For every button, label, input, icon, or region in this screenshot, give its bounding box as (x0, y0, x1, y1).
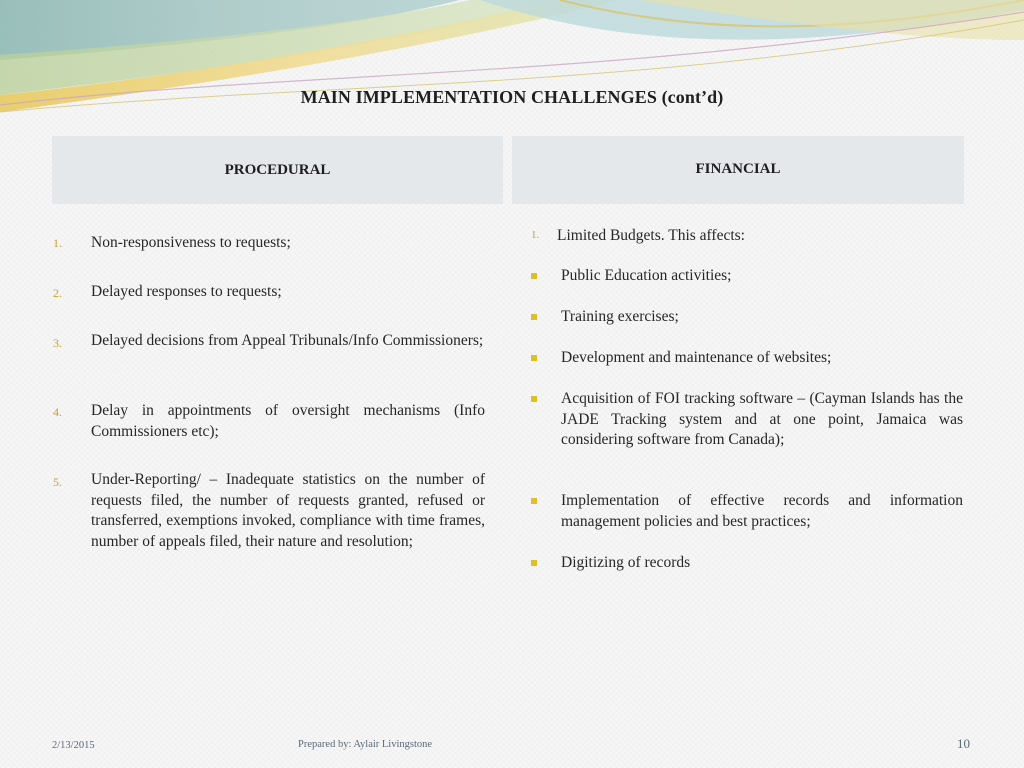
page-number: 10 (957, 736, 970, 751)
slide-title: MAIN IMPLEMENTATION CHALLENGES (cont’d) (300, 87, 724, 107)
footer-author: Prepared by: Aylair Livingstone (298, 739, 433, 750)
financial-header-label: FINANCIAL (695, 161, 781, 177)
financial-header (512, 136, 964, 204)
bullet-marker (531, 560, 537, 566)
list-item-text: Delayed responses to requests; (91, 283, 282, 300)
list-item-text: Delay in appointments of oversight mechanisms (Info Commissioners etc); (91, 402, 485, 440)
list-item-number: 5. (53, 475, 62, 489)
list-item-text: Limited Budgets. This affects: (557, 227, 745, 244)
bullet-marker (531, 273, 537, 279)
list-item-number: 1. (531, 229, 540, 241)
list-item-number: 3. (53, 336, 62, 350)
list-item-number: 1. (53, 236, 62, 250)
bullet-marker (531, 396, 537, 402)
footer-date: 2/13/2015 (52, 740, 95, 751)
bullet-marker (531, 314, 537, 320)
bullet-marker (531, 355, 537, 361)
list-item-text: Delayed decisions from Appeal Tribunals/Info Commissioners; (91, 332, 484, 349)
bullet-text: Implementation of effective records and information management policies and best practices; (561, 492, 963, 530)
list-item-text: Under-Reporting/ – Inadequate statistics on the number of requests filed, the number of requests granted, refused or transferred, exemptions invoked, compliance with time frames, number of appeals filed, their nature and resolution; (91, 471, 485, 550)
bullet-marker (531, 498, 537, 504)
bullet-text: Public Education activities; (561, 267, 732, 284)
procedural-header-label: PROCEDURAL (224, 162, 331, 178)
list-item-number: 4. (53, 405, 62, 419)
bullet-text: Development and maintenance of websites; (561, 349, 832, 366)
bullet-text: Acquisition of FOI tracking software – (Cayman Islands has the JADE Tracking system and at one point, Jamaica was considering software from Canada); (561, 390, 963, 448)
bullet-text: Digitizing of records (561, 554, 691, 571)
bullet-text: Training exercises; (561, 308, 679, 325)
list-item-number: 2. (53, 286, 62, 300)
list-item-text: Non-responsiveness to requests; (91, 234, 291, 251)
procedural-header (52, 136, 503, 204)
